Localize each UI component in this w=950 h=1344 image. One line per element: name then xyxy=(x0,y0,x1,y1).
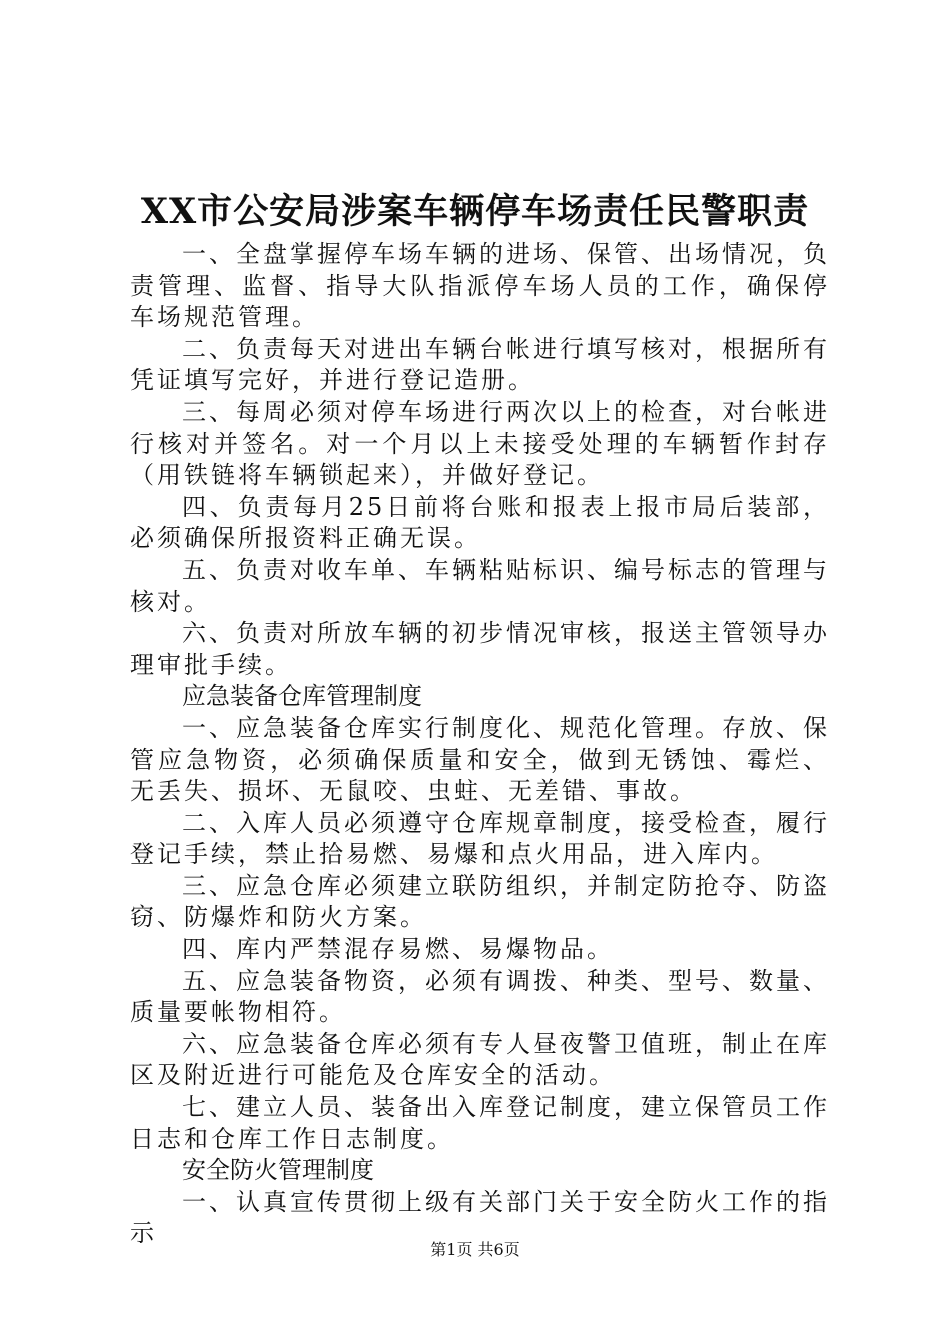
paragraph: 三、应急仓库必须建立联防组织，并制定防抢夺、防盗窃、防爆炸和防火方案。 xyxy=(130,871,830,932)
paragraph: 四、库内严禁混存易燃、易爆物品。 xyxy=(182,935,614,964)
paragraph: 一、应急装备仓库实行制度化、规范化管理。存放、保管应急物资，必须确保质量和安全，做到无锈蚀、霉烂、无丢失、损坏、无鼠咬、虫蛀、无差错、事故。 xyxy=(130,713,830,806)
section-heading: 应急装备仓库管理制度 xyxy=(182,682,422,711)
document-title: XX市公安局涉案车辆停车场责任民警职责 xyxy=(140,191,810,232)
paragraph: 一、认真宣传贯彻上级有关部门关于安全防火工作的指示 xyxy=(130,1187,830,1248)
paragraph: 六、负责对所放车辆的初步情况审核，报送主管领导办理审批手续。 xyxy=(130,619,830,679)
section-heading: 安全防火管理制度 xyxy=(182,1156,374,1185)
paragraph: 二、负责每天对进出车辆台帐进行填写核对，根据所有凭证填写完好，并进行登记造册。 xyxy=(130,334,830,395)
paragraph: 四、负责每月25日前将台账和报表上报市局后装部，必须确保所报资料正确无误。 xyxy=(130,492,830,553)
document-body xyxy=(130,239,830,1250)
paragraph: 五、应急装备物资，必须有调拨、种类、型号、数量、质量要帐物相符。 xyxy=(130,966,830,1027)
paragraph: 一、全盘掌握停车场车辆的进场、保管、出场情况，负责管理、监督、指导大队指派停车场人员的工作，确保停车场规范管理。 xyxy=(130,240,830,332)
page-footer: 第1页 共6页 xyxy=(430,1240,520,1259)
paragraph: 三、每周必须对停车场进行两次以上的检查，对台帐进行核对并签名。对一个月以上未接受处理的车辆暂作封存（用铁链将车辆锁起来），并做好登记。 xyxy=(130,397,830,490)
paragraph: 五、负责对收车单、车辆粘贴标识、编号标志的管理与核对。 xyxy=(130,555,830,616)
paragraph: 二、入库人员必须遵守仓库规章制度，接受检查，履行登记手续，禁止拾易燃、易爆和点火用品，进入库内。 xyxy=(130,808,830,869)
paragraph: 六、应急装备仓库必须有专人昼夜警卫值班，制止在库区及附近进行可能危及仓库安全的活动。 xyxy=(130,1029,830,1090)
paragraph: 七、建立人员、装备出入库登记制度，建立保管员工作日志和仓库工作日志制度。 xyxy=(130,1093,830,1153)
